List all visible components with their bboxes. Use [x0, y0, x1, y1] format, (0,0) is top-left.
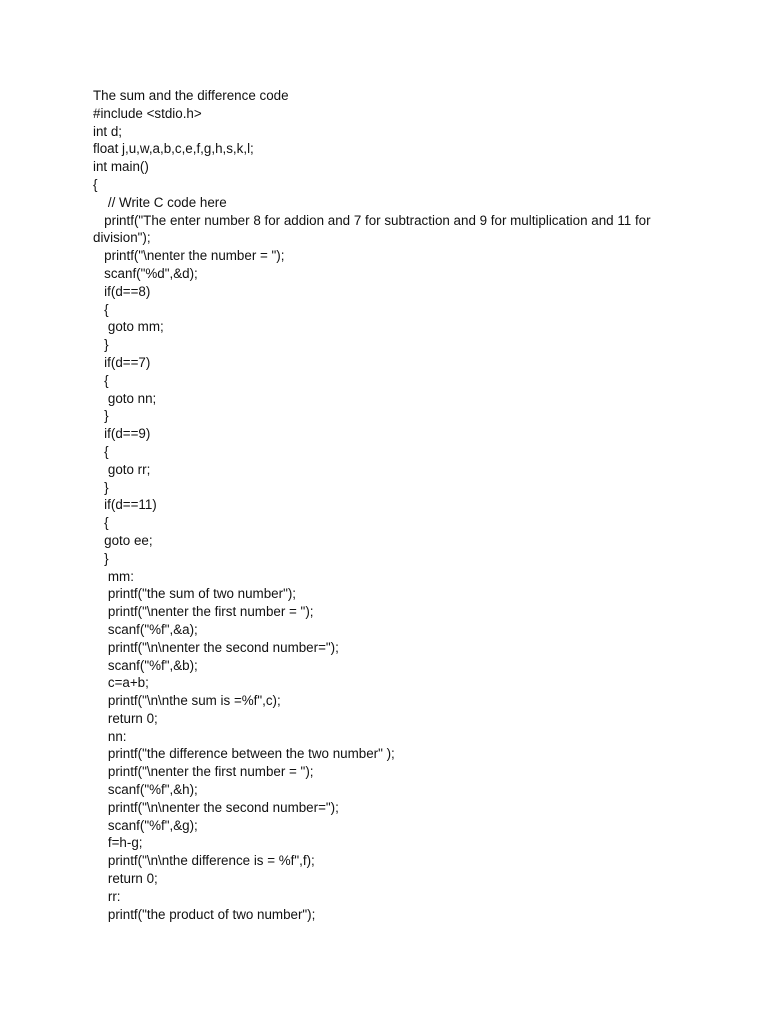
code-line: }: [93, 408, 109, 424]
code-line: {: [93, 372, 109, 388]
code-line: return 0;: [93, 871, 158, 887]
code-label-line: nn:: [93, 728, 127, 744]
code-line: #include <stdio.h>: [93, 105, 202, 121]
code-line: printf("\n\nthe difference is = %f",f);: [93, 853, 315, 869]
code-line: printf("\nenter the number = ");: [93, 248, 285, 264]
code-line: if(d==11): [93, 497, 157, 513]
code-text-body: [93, 87, 693, 923]
code-line: scanf("%d",&d);: [93, 265, 198, 281]
code-line: scanf("%f",&h);: [93, 782, 198, 798]
code-line: scanf("%f",&g);: [93, 817, 198, 833]
code-comment-line: // Write C code here: [93, 194, 227, 210]
code-line: printf("The enter number 8 for addion and 7 for subtraction and 9 for multiplication and 11 for division");: [93, 212, 655, 246]
code-line: goto rr;: [93, 461, 151, 477]
code-line: }: [93, 337, 109, 353]
code-line: scanf("%f",&a);: [93, 621, 198, 637]
code-line: if(d==7): [93, 354, 151, 370]
code-line: int d;: [93, 123, 123, 139]
code-line: goto mm;: [93, 319, 164, 335]
code-line: f=h-g;: [93, 835, 143, 851]
code-line: {: [93, 176, 98, 192]
code-line: if(d==9): [93, 426, 151, 442]
code-line: int main(): [93, 159, 149, 175]
code-line: printf("\nenter the first number = ");: [93, 764, 314, 780]
code-line: if(d==8): [93, 283, 151, 299]
code-line: goto ee;: [93, 532, 153, 548]
code-line: printf("\n\nenter the second number=");: [93, 799, 339, 815]
code-line: printf("\n\nthe sum is =%f",c);: [93, 693, 281, 709]
code-line: goto nn;: [93, 390, 157, 406]
code-line: {: [93, 443, 109, 459]
code-line: c=a+b;: [93, 675, 149, 691]
code-line: printf("the product of two number");: [93, 906, 316, 922]
code-line: return 0;: [93, 710, 158, 726]
code-line: printf("the sum of two number");: [93, 586, 296, 602]
code-label-line: mm:: [93, 568, 134, 584]
code-line: }: [93, 550, 109, 566]
code-line: printf("\n\nenter the second number=");: [93, 639, 339, 655]
code-line: printf("the difference between the two number" );: [93, 746, 395, 762]
code-line: {: [93, 301, 109, 317]
document-title: The sum and the difference code: [93, 88, 289, 103]
code-line: printf("\nenter the first number = ");: [93, 604, 314, 620]
code-line: scanf("%f",&b);: [93, 657, 198, 673]
code-line: {: [93, 515, 109, 531]
code-label-line: rr:: [93, 888, 121, 904]
code-line: }: [93, 479, 109, 495]
code-line: float j,u,w,a,b,c,e,f,g,h,s,k,l;: [93, 141, 254, 157]
